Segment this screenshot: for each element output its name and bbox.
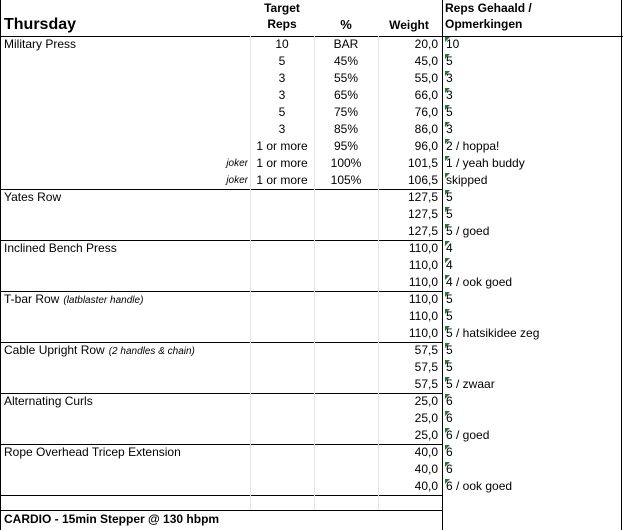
set-row <box>0 172 623 189</box>
notes-cell[interactable]: 3 <box>446 88 453 102</box>
day-title: Thursday <box>4 16 77 33</box>
comment-marker-icon <box>445 122 450 127</box>
weight-cell: 110,0 <box>408 309 438 323</box>
weight-cell: 127,5 <box>407 224 438 238</box>
comment-marker-icon <box>445 224 450 229</box>
comment-marker-icon <box>445 309 450 314</box>
set-row <box>0 274 623 291</box>
comment-marker-icon <box>445 190 450 195</box>
comment-marker-icon <box>445 326 450 331</box>
notes-cell[interactable]: 5 <box>446 190 453 204</box>
target-reps-cell: 10 <box>275 37 289 51</box>
percent-cell: 85% <box>333 122 359 136</box>
exercise-name-text: T-bar Row <box>4 292 60 306</box>
notes-column-border <box>442 0 443 530</box>
set-row <box>0 87 623 104</box>
notes-cell[interactable]: 3 <box>446 122 453 136</box>
exercise-name <box>4 36 76 53</box>
set-row <box>0 257 623 274</box>
exercise-name-text: Yates Row <box>4 190 62 204</box>
target-reps-cell: 5 <box>278 54 286 68</box>
notes-cell[interactable]: 5 <box>446 54 453 68</box>
exercise-detail: (latblaster handle) <box>63 295 144 306</box>
comment-marker-icon <box>445 258 450 263</box>
weight-cell: 20,0 <box>414 37 438 51</box>
weight-cell: 40,0 <box>414 479 438 493</box>
exercise-name-text: Rope Overhead Tricep Extension <box>4 445 181 459</box>
notes-cell[interactable]: 4 / ook goed <box>446 275 513 289</box>
exercise-name <box>4 444 181 461</box>
percent-cell: 55% <box>333 71 359 85</box>
comment-marker-icon <box>445 88 450 93</box>
notes-cell[interactable]: skipped <box>446 173 488 187</box>
comment-marker-icon <box>445 428 450 433</box>
set-row <box>0 410 623 427</box>
weight-cell: 66,0 <box>414 88 438 102</box>
exercise-name-text: Alternating Curls <box>4 394 93 408</box>
set-row <box>0 444 623 461</box>
sheet-right-border <box>621 0 622 530</box>
comment-marker-icon <box>445 462 450 467</box>
weight-cell: 57,5 <box>414 360 438 374</box>
comment-marker-icon <box>445 207 450 212</box>
exercise-name-text: Cable Upright Row <box>4 343 105 357</box>
target-reps-header-line1: Target <box>264 1 300 15</box>
notes-cell[interactable]: 10 <box>446 37 460 51</box>
notes-cell[interactable]: 5 <box>446 360 453 374</box>
target-reps-cell: 5 <box>278 105 286 119</box>
set-row <box>0 138 623 155</box>
exercise-name <box>4 342 195 360</box>
set-row <box>0 342 623 359</box>
weight-cell: 127,5 <box>407 190 438 204</box>
set-row <box>0 325 623 342</box>
weight-cell: 96,0 <box>414 139 438 153</box>
footer-divider <box>0 510 442 511</box>
comment-marker-icon <box>445 156 450 161</box>
set-row <box>0 359 623 376</box>
weight-cell: 86,0 <box>414 122 438 136</box>
exercise-name-text: Military Press <box>4 37 77 51</box>
weight-cell: 55,0 <box>414 71 438 85</box>
joker-label: joker <box>226 175 248 186</box>
weight-cell: 110,0 <box>408 292 438 306</box>
weight-cell: 106,5 <box>407 173 438 187</box>
set-row <box>0 376 623 393</box>
comment-marker-icon <box>445 377 450 382</box>
comment-marker-icon <box>445 71 450 76</box>
comment-marker-icon <box>445 275 450 280</box>
notes-cell[interactable]: 5 / zwaar <box>446 377 495 391</box>
set-row <box>0 36 623 53</box>
weight-header: Weight <box>389 18 429 32</box>
weight-cell: 45,0 <box>414 54 438 68</box>
weight-cell: 110,0 <box>408 241 438 255</box>
percent-cell: 65% <box>333 88 359 102</box>
notes-cell[interactable]: 5 <box>446 292 453 306</box>
notes-cell[interactable]: 3 <box>446 71 453 85</box>
percent-cell: 100% <box>330 156 362 170</box>
notes-header-line1: Reps Gehaald / <box>445 1 532 15</box>
set-row <box>0 53 623 70</box>
comment-marker-icon <box>445 105 450 110</box>
notes-cell[interactable]: 5 <box>446 309 453 323</box>
target-reps-cell: 1 or more <box>256 139 308 153</box>
set-row <box>0 427 623 444</box>
set-row <box>0 291 623 308</box>
weight-cell: 25,0 <box>414 394 438 408</box>
set-row <box>0 155 623 172</box>
set-row <box>0 240 623 257</box>
grid-line-weight <box>378 36 379 510</box>
set-row <box>0 223 623 240</box>
weight-cell: 110,0 <box>408 326 438 340</box>
notes-cell[interactable]: 5 <box>446 343 453 357</box>
notes-cell[interactable]: 5 <box>446 207 453 221</box>
notes-cell[interactable]: 6 <box>446 394 453 408</box>
exercise-detail: (2 handles & chain) <box>108 346 195 357</box>
percent-cell: BAR <box>333 37 359 51</box>
target-reps-cell: 3 <box>278 71 286 85</box>
percent-header: % <box>340 17 352 32</box>
exercise-name <box>4 240 117 257</box>
weight-cell: 76,0 <box>414 105 438 119</box>
percent-cell: 75% <box>333 105 359 119</box>
set-row <box>0 70 623 87</box>
weight-cell: 40,0 <box>414 462 438 476</box>
comment-marker-icon <box>445 292 450 297</box>
notes-cell[interactable]: 6 <box>446 411 453 425</box>
comment-marker-icon <box>445 479 450 484</box>
percent-cell: 95% <box>333 139 359 153</box>
weight-cell: 40,0 <box>414 445 438 459</box>
notes-cell[interactable]: 2 / hoppa! <box>446 139 500 153</box>
notes-cell[interactable]: 6 / ook goed <box>446 479 513 493</box>
comment-marker-icon <box>445 139 450 144</box>
comment-marker-icon <box>445 445 450 450</box>
set-row <box>0 121 623 138</box>
notes-cell[interactable]: 5 <box>446 105 453 119</box>
exercise-name <box>4 393 93 410</box>
notes-cell[interactable]: 6 / goed <box>446 428 490 442</box>
cardio-note: CARDIO - 15min Stepper @ 130 hbpm <box>4 512 220 526</box>
notes-cell[interactable]: 6 <box>446 445 453 459</box>
comment-marker-icon <box>445 37 450 42</box>
grid-line-reps <box>250 36 251 510</box>
comment-marker-icon <box>445 241 450 246</box>
notes-cell[interactable]: 6 <box>446 462 453 476</box>
set-row <box>0 478 623 495</box>
exercise-name <box>4 189 61 206</box>
weight-cell: 110,0 <box>408 258 438 272</box>
comment-marker-icon <box>445 54 450 59</box>
weight-cell: 25,0 <box>414 428 438 442</box>
weight-cell: 127,5 <box>407 207 438 221</box>
notes-header <box>445 0 532 32</box>
sheet-left-border <box>0 0 1 530</box>
set-row <box>0 308 623 325</box>
notes-header-line2: Opmerkingen <box>445 17 523 31</box>
set-row <box>0 393 623 410</box>
comment-marker-icon <box>445 343 450 348</box>
percent-cell: 105% <box>330 173 362 187</box>
percent-cell: 45% <box>333 54 359 68</box>
notes-cell[interactable]: 1 / yeah buddy <box>446 156 525 170</box>
weight-cell: 57,5 <box>414 377 438 391</box>
comment-marker-icon <box>445 360 450 365</box>
notes-cell[interactable]: 4 <box>446 258 453 272</box>
comment-marker-icon <box>445 173 450 178</box>
exercise-name <box>4 291 143 309</box>
weight-cell: 101,5 <box>407 156 438 170</box>
comment-marker-icon <box>445 394 450 399</box>
notes-cell[interactable]: 5 / goed <box>446 224 490 238</box>
target-reps-cell: 1 or more <box>256 173 308 187</box>
weight-cell: 110,0 <box>408 275 438 289</box>
set-row <box>0 206 623 223</box>
exercise-divider <box>0 495 442 496</box>
grid-line-pct <box>314 36 315 510</box>
exercise-name-text: Inclined Bench Press <box>4 241 117 255</box>
weight-cell: 25,0 <box>414 411 438 425</box>
target-reps-cell: 3 <box>278 122 286 136</box>
target-reps-header <box>250 0 314 32</box>
set-row <box>0 104 623 121</box>
set-row <box>0 461 623 478</box>
joker-label: joker <box>226 158 248 169</box>
set-row <box>0 189 623 206</box>
weight-cell: 57,5 <box>414 343 438 357</box>
notes-cell[interactable]: 5 / hatsikidee zeg <box>446 326 540 340</box>
target-reps-cell: 3 <box>278 88 286 102</box>
target-reps-cell: 1 or more <box>256 156 308 170</box>
notes-cell[interactable]: 4 <box>446 241 453 255</box>
comment-marker-icon <box>445 411 450 416</box>
target-reps-header-line2: Reps <box>267 17 297 31</box>
